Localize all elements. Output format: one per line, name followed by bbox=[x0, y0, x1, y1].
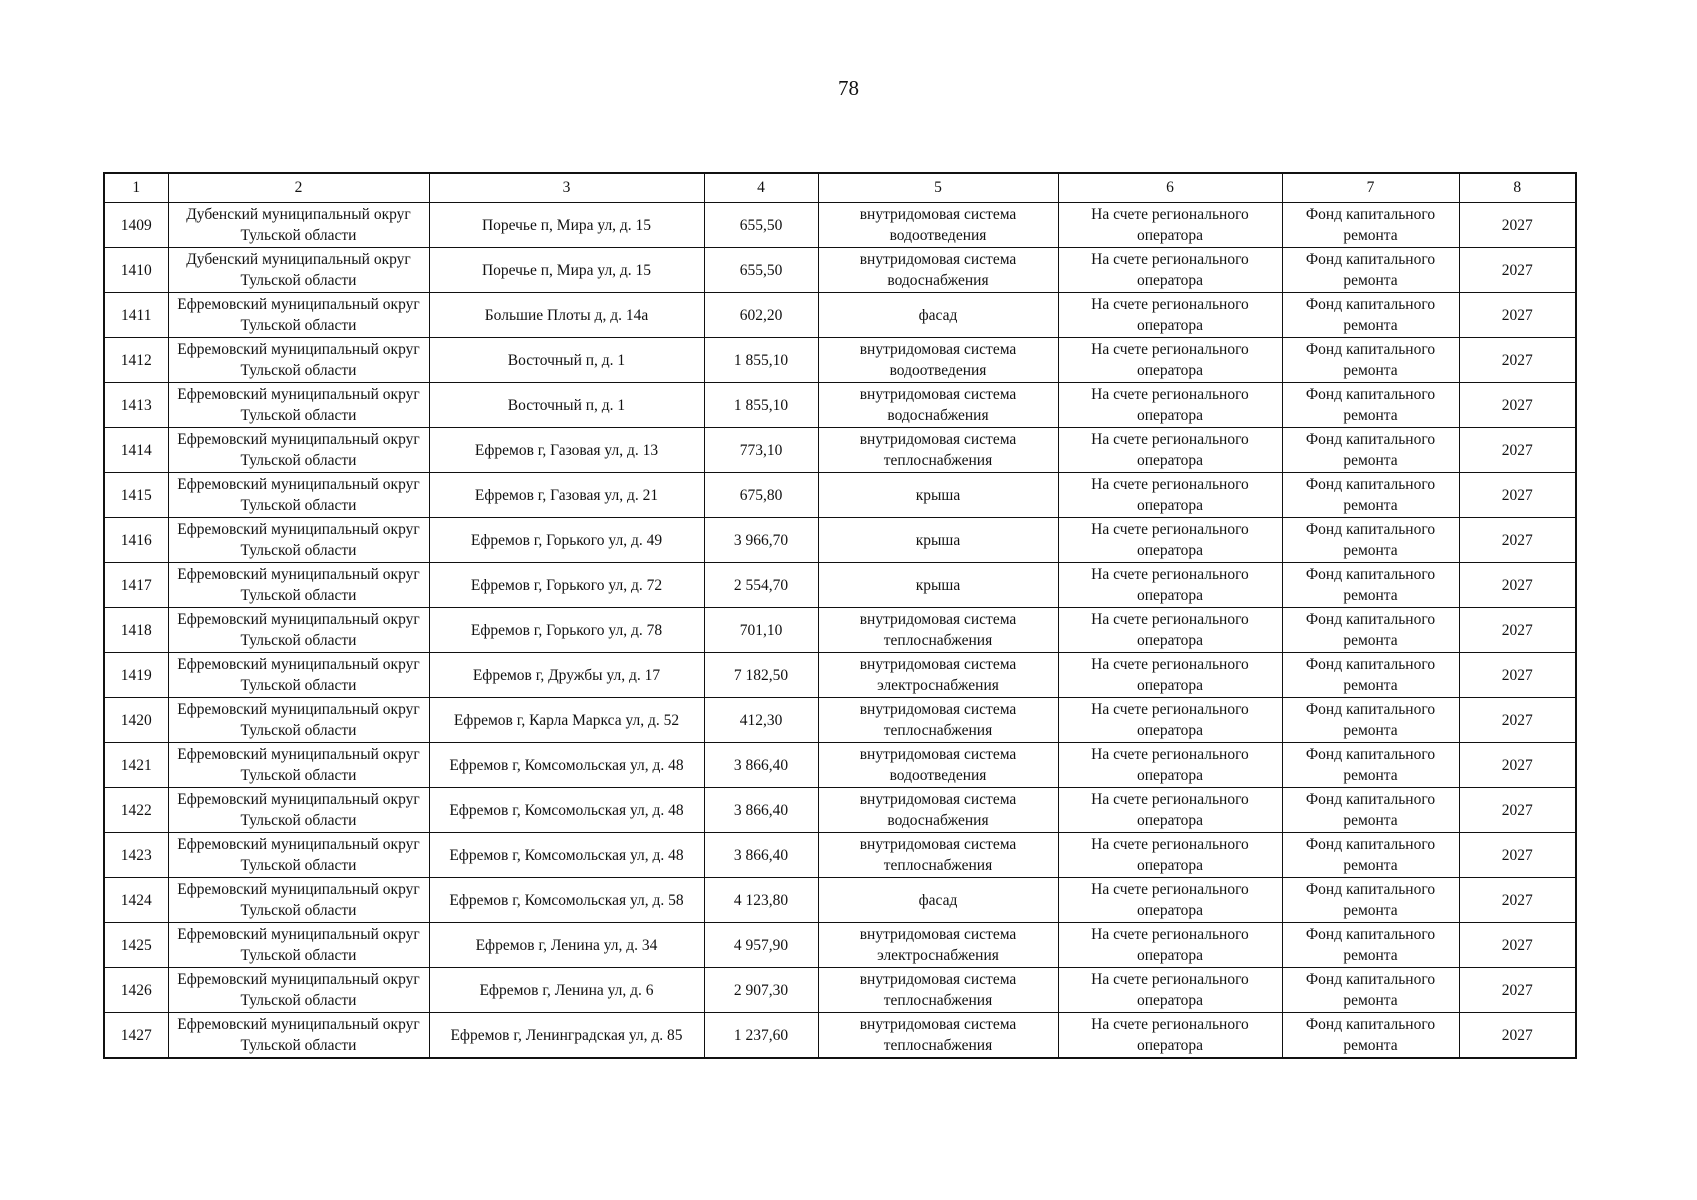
work-type-cell: внутридомовая система водоснабжения bbox=[818, 248, 1058, 293]
work-type-cell: внутридомовая система теплоснабжения bbox=[818, 1013, 1058, 1059]
column-header: 8 bbox=[1459, 173, 1576, 203]
area-cell: 412,30 bbox=[704, 698, 818, 743]
table-row bbox=[104, 518, 1576, 563]
year-cell: 2027 bbox=[1459, 968, 1576, 1013]
funding-source-cell: Фонд капитального ремонта bbox=[1282, 833, 1459, 878]
work-type-cell: крыша bbox=[818, 473, 1058, 518]
table-row bbox=[104, 878, 1576, 923]
fund-location-cell: На счете регионального оператора bbox=[1058, 698, 1282, 743]
municipality-cell: Ефремовский муниципальный округ Тульской области bbox=[168, 473, 429, 518]
area-cell: 3 866,40 bbox=[704, 743, 818, 788]
municipality-cell: Ефремовский муниципальный округ Тульской области bbox=[168, 1013, 429, 1059]
area-cell: 655,50 bbox=[704, 203, 818, 248]
year-cell: 2027 bbox=[1459, 293, 1576, 338]
work-type-cell: фасад bbox=[818, 293, 1058, 338]
municipality-cell: Ефремовский муниципальный округ Тульской области bbox=[168, 698, 429, 743]
column-header: 6 bbox=[1058, 173, 1282, 203]
address-cell: Ефремов г, Газовая ул, д. 13 bbox=[429, 428, 704, 473]
column-header: 2 bbox=[168, 173, 429, 203]
funding-source-cell: Фонд капитального ремонта bbox=[1282, 788, 1459, 833]
area-cell: 1 855,10 bbox=[704, 383, 818, 428]
table-header bbox=[104, 173, 1576, 203]
municipality-cell: Ефремовский муниципальный округ Тульской области bbox=[168, 653, 429, 698]
fund-location-cell: На счете регионального оператора bbox=[1058, 968, 1282, 1013]
table-row bbox=[104, 203, 1576, 248]
municipality-cell: Ефремовский муниципальный округ Тульской области bbox=[168, 968, 429, 1013]
row-number-cell: 1411 bbox=[104, 293, 168, 338]
year-cell: 2027 bbox=[1459, 338, 1576, 383]
address-cell: Ефремов г, Ленина ул, д. 34 bbox=[429, 923, 704, 968]
address-cell: Большие Плоты д, д. 14а bbox=[429, 293, 704, 338]
year-cell: 2027 bbox=[1459, 383, 1576, 428]
area-cell: 1 855,10 bbox=[704, 338, 818, 383]
row-number-cell: 1427 bbox=[104, 1013, 168, 1059]
year-cell: 2027 bbox=[1459, 518, 1576, 563]
table-row bbox=[104, 923, 1576, 968]
fund-location-cell: На счете регионального оператора bbox=[1058, 1013, 1282, 1059]
table-row bbox=[104, 698, 1576, 743]
funding-source-cell: Фонд капитального ремонта bbox=[1282, 338, 1459, 383]
table-row bbox=[104, 473, 1576, 518]
table-row bbox=[104, 248, 1576, 293]
year-cell: 2027 bbox=[1459, 698, 1576, 743]
year-cell: 2027 bbox=[1459, 428, 1576, 473]
funding-source-cell: Фонд капитального ремонта bbox=[1282, 473, 1459, 518]
address-cell: Ефремов г, Горького ул, д. 72 bbox=[429, 563, 704, 608]
row-number-cell: 1420 bbox=[104, 698, 168, 743]
row-number-cell: 1419 bbox=[104, 653, 168, 698]
table-row bbox=[104, 743, 1576, 788]
fund-location-cell: На счете регионального оператора bbox=[1058, 923, 1282, 968]
table-row bbox=[104, 428, 1576, 473]
address-cell: Поречье п, Мира ул, д. 15 bbox=[429, 248, 704, 293]
municipality-cell: Ефремовский муниципальный округ Тульской области bbox=[168, 293, 429, 338]
area-cell: 4 957,90 bbox=[704, 923, 818, 968]
municipality-cell: Ефремовский муниципальный округ Тульской области bbox=[168, 563, 429, 608]
work-type-cell: внутридомовая система теплоснабжения bbox=[818, 608, 1058, 653]
address-cell: Ефремов г, Газовая ул, д. 21 bbox=[429, 473, 704, 518]
work-type-cell: крыша bbox=[818, 518, 1058, 563]
column-header: 3 bbox=[429, 173, 704, 203]
row-number-cell: 1417 bbox=[104, 563, 168, 608]
table-row bbox=[104, 338, 1576, 383]
fund-location-cell: На счете регионального оператора bbox=[1058, 833, 1282, 878]
area-cell: 675,80 bbox=[704, 473, 818, 518]
fund-location-cell: На счете регионального оператора bbox=[1058, 293, 1282, 338]
table-row bbox=[104, 608, 1576, 653]
row-number-cell: 1416 bbox=[104, 518, 168, 563]
address-cell: Восточный п, д. 1 bbox=[429, 383, 704, 428]
table-row bbox=[104, 833, 1576, 878]
funding-source-cell: Фонд капитального ремонта bbox=[1282, 203, 1459, 248]
row-number-cell: 1422 bbox=[104, 788, 168, 833]
area-cell: 3 866,40 bbox=[704, 833, 818, 878]
year-cell: 2027 bbox=[1459, 833, 1576, 878]
funding-source-cell: Фонд капитального ремонта bbox=[1282, 923, 1459, 968]
fund-location-cell: На счете регионального оператора bbox=[1058, 518, 1282, 563]
work-type-cell: фасад bbox=[818, 878, 1058, 923]
year-cell: 2027 bbox=[1459, 923, 1576, 968]
area-cell: 773,10 bbox=[704, 428, 818, 473]
header-row bbox=[104, 173, 1576, 203]
address-cell: Ефремов г, Комсомольская ул, д. 48 bbox=[429, 743, 704, 788]
area-cell: 7 182,50 bbox=[704, 653, 818, 698]
municipality-cell: Ефремовский муниципальный округ Тульской области bbox=[168, 743, 429, 788]
address-cell: Ефремов г, Комсомольская ул, д. 48 bbox=[429, 788, 704, 833]
year-cell: 2027 bbox=[1459, 1013, 1576, 1059]
area-cell: 1 237,60 bbox=[704, 1013, 818, 1059]
work-type-cell: внутридомовая система водоотведения bbox=[818, 203, 1058, 248]
row-number-cell: 1409 bbox=[104, 203, 168, 248]
area-cell: 3 966,70 bbox=[704, 518, 818, 563]
address-cell: Ефремов г, Ленина ул, д. 6 bbox=[429, 968, 704, 1013]
row-number-cell: 1412 bbox=[104, 338, 168, 383]
fund-location-cell: На счете регионального оператора bbox=[1058, 878, 1282, 923]
fund-location-cell: На счете регионального оператора bbox=[1058, 338, 1282, 383]
row-number-cell: 1426 bbox=[104, 968, 168, 1013]
work-type-cell: внутридомовая система теплоснабжения bbox=[818, 428, 1058, 473]
row-number-cell: 1423 bbox=[104, 833, 168, 878]
table-body bbox=[104, 203, 1576, 1059]
work-type-cell: внутридомовая система теплоснабжения bbox=[818, 698, 1058, 743]
address-cell: Ефремов г, Карла Маркса ул, д. 52 bbox=[429, 698, 704, 743]
work-type-cell: внутридомовая система электроснабжения bbox=[818, 653, 1058, 698]
fund-location-cell: На счете регионального оператора bbox=[1058, 608, 1282, 653]
municipality-cell: Дубенский муниципальный округ Тульской области bbox=[168, 203, 429, 248]
work-type-cell: внутридомовая система электроснабжения bbox=[818, 923, 1058, 968]
year-cell: 2027 bbox=[1459, 203, 1576, 248]
table-row bbox=[104, 653, 1576, 698]
funding-source-cell: Фонд капитального ремонта bbox=[1282, 1013, 1459, 1059]
table-row bbox=[104, 383, 1576, 428]
work-type-cell: внутридомовая система водоснабжения bbox=[818, 788, 1058, 833]
year-cell: 2027 bbox=[1459, 563, 1576, 608]
work-type-cell: внутридомовая система водоснабжения bbox=[818, 383, 1058, 428]
municipality-cell: Ефремовский муниципальный округ Тульской области bbox=[168, 878, 429, 923]
page-number: 78 bbox=[838, 76, 859, 100]
table-row bbox=[104, 968, 1576, 1013]
funding-source-cell: Фонд капитального ремонта bbox=[1282, 968, 1459, 1013]
table-row bbox=[104, 293, 1576, 338]
fund-location-cell: На счете регионального оператора bbox=[1058, 563, 1282, 608]
row-number-cell: 1415 bbox=[104, 473, 168, 518]
year-cell: 2027 bbox=[1459, 788, 1576, 833]
fund-location-cell: На счете регионального оператора bbox=[1058, 383, 1282, 428]
fund-location-cell: На счете регионального оператора bbox=[1058, 203, 1282, 248]
area-cell: 655,50 bbox=[704, 248, 818, 293]
registry-table bbox=[103, 172, 1577, 1059]
table-row bbox=[104, 788, 1576, 833]
work-type-cell: внутридомовая система теплоснабжения bbox=[818, 833, 1058, 878]
row-number-cell: 1410 bbox=[104, 248, 168, 293]
row-number-cell: 1418 bbox=[104, 608, 168, 653]
row-number-cell: 1421 bbox=[104, 743, 168, 788]
year-cell: 2027 bbox=[1459, 608, 1576, 653]
row-number-cell: 1425 bbox=[104, 923, 168, 968]
funding-source-cell: Фонд капитального ремонта bbox=[1282, 248, 1459, 293]
column-header: 7 bbox=[1282, 173, 1459, 203]
funding-source-cell: Фонд капитального ремонта bbox=[1282, 518, 1459, 563]
area-cell: 2 554,70 bbox=[704, 563, 818, 608]
fund-location-cell: На счете регионального оператора bbox=[1058, 248, 1282, 293]
fund-location-cell: На счете регионального оператора bbox=[1058, 788, 1282, 833]
municipality-cell: Ефремовский муниципальный округ Тульской области bbox=[168, 923, 429, 968]
address-cell: Ефремов г, Горького ул, д. 49 bbox=[429, 518, 704, 563]
row-number-cell: 1414 bbox=[104, 428, 168, 473]
funding-source-cell: Фонд капитального ремонта bbox=[1282, 383, 1459, 428]
municipality-cell: Ефремовский муниципальный округ Тульской области bbox=[168, 608, 429, 653]
address-cell: Поречье п, Мира ул, д. 15 bbox=[429, 203, 704, 248]
table-row bbox=[104, 1013, 1576, 1059]
year-cell: 2027 bbox=[1459, 653, 1576, 698]
municipality-cell: Ефремовский муниципальный округ Тульской области bbox=[168, 428, 429, 473]
funding-source-cell: Фонд капитального ремонта bbox=[1282, 878, 1459, 923]
row-number-cell: 1413 bbox=[104, 383, 168, 428]
year-cell: 2027 bbox=[1459, 473, 1576, 518]
funding-source-cell: Фонд капитального ремонта bbox=[1282, 293, 1459, 338]
year-cell: 2027 bbox=[1459, 248, 1576, 293]
funding-source-cell: Фонд капитального ремонта bbox=[1282, 563, 1459, 608]
area-cell: 602,20 bbox=[704, 293, 818, 338]
fund-location-cell: На счете регионального оператора bbox=[1058, 653, 1282, 698]
municipality-cell: Дубенский муниципальный округ Тульской области bbox=[168, 248, 429, 293]
work-type-cell: внутридомовая система водоотведения bbox=[818, 338, 1058, 383]
table-row bbox=[104, 563, 1576, 608]
year-cell: 2027 bbox=[1459, 743, 1576, 788]
address-cell: Ефремов г, Ленинградская ул, д. 85 bbox=[429, 1013, 704, 1059]
funding-source-cell: Фонд капитального ремонта bbox=[1282, 653, 1459, 698]
funding-source-cell: Фонд капитального ремонта bbox=[1282, 698, 1459, 743]
work-type-cell: внутридомовая система водоотведения bbox=[818, 743, 1058, 788]
area-cell: 701,10 bbox=[704, 608, 818, 653]
address-cell: Восточный п, д. 1 bbox=[429, 338, 704, 383]
address-cell: Ефремов г, Комсомольская ул, д. 48 bbox=[429, 833, 704, 878]
address-cell: Ефремов г, Горького ул, д. 78 bbox=[429, 608, 704, 653]
work-type-cell: крыша bbox=[818, 563, 1058, 608]
area-cell: 4 123,80 bbox=[704, 878, 818, 923]
address-cell: Ефремов г, Комсомольская ул, д. 58 bbox=[429, 878, 704, 923]
funding-source-cell: Фонд капитального ремонта bbox=[1282, 608, 1459, 653]
municipality-cell: Ефремовский муниципальный округ Тульской области bbox=[168, 383, 429, 428]
funding-source-cell: Фонд капитального ремонта bbox=[1282, 428, 1459, 473]
column-header: 1 bbox=[104, 173, 168, 203]
work-type-cell: внутридомовая система теплоснабжения bbox=[818, 968, 1058, 1013]
row-number-cell: 1424 bbox=[104, 878, 168, 923]
fund-location-cell: На счете регионального оператора bbox=[1058, 473, 1282, 518]
column-header: 4 bbox=[704, 173, 818, 203]
funding-source-cell: Фонд капитального ремонта bbox=[1282, 743, 1459, 788]
municipality-cell: Ефремовский муниципальный округ Тульской области bbox=[168, 338, 429, 383]
area-cell: 3 866,40 bbox=[704, 788, 818, 833]
column-header: 5 bbox=[818, 173, 1058, 203]
area-cell: 2 907,30 bbox=[704, 968, 818, 1013]
year-cell: 2027 bbox=[1459, 878, 1576, 923]
municipality-cell: Ефремовский муниципальный округ Тульской области bbox=[168, 833, 429, 878]
fund-location-cell: На счете регионального оператора bbox=[1058, 743, 1282, 788]
fund-location-cell: На счете регионального оператора bbox=[1058, 428, 1282, 473]
address-cell: Ефремов г, Дружбы ул, д. 17 bbox=[429, 653, 704, 698]
municipality-cell: Ефремовский муниципальный округ Тульской области bbox=[168, 788, 429, 833]
municipality-cell: Ефремовский муниципальный округ Тульской области bbox=[168, 518, 429, 563]
